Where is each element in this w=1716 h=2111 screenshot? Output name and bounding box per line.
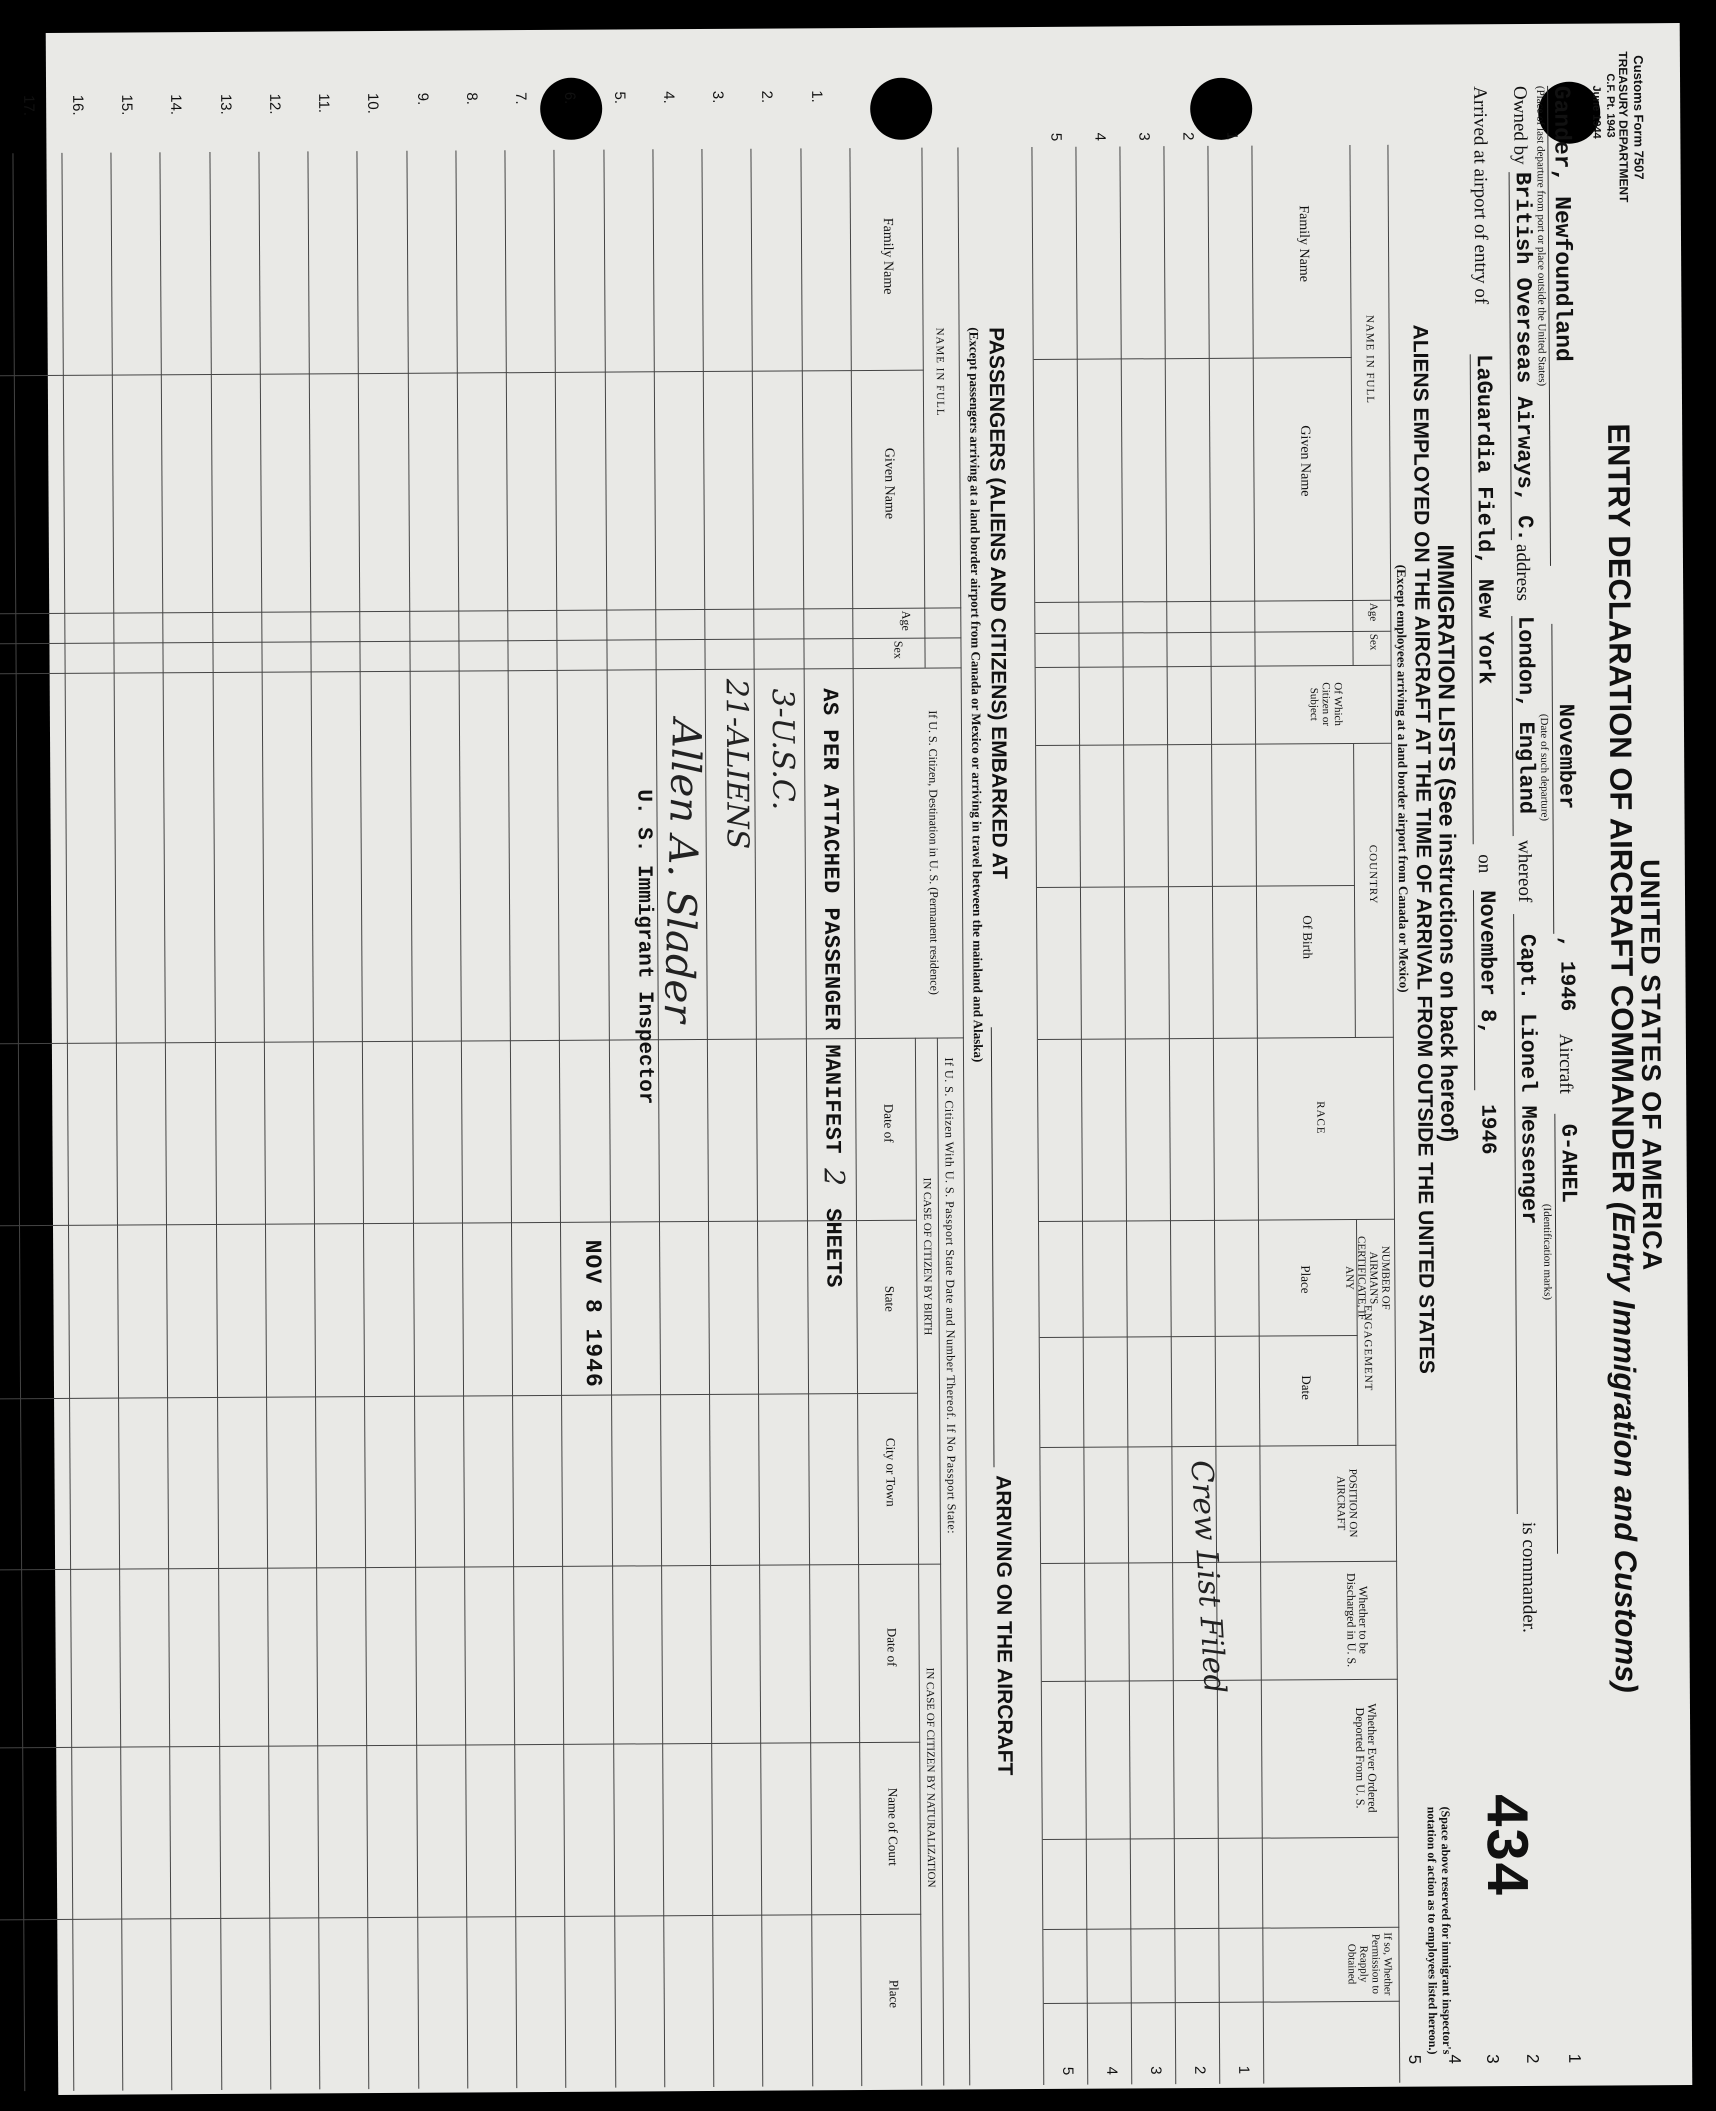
department: TREASURY DEPARTMENT (1615, 51, 1631, 203)
cfr: C.F. Pt. 1943 (1603, 73, 1617, 138)
s2-destination: If U. S. Citizen, Destination in U. S. (Permanent residence) (925, 710, 942, 995)
right-number-5: 5 (1405, 2054, 1425, 2065)
departure-year-value: 1946 (1554, 960, 1578, 1012)
s2-date-of-2: Date of (884, 1627, 900, 1667)
section2-heading-b: ARRIVING ON THE AIRCRAFT (991, 1475, 1017, 1776)
s1-row-num-left: 5 (1047, 132, 1065, 142)
s2-given-name: Given Name (881, 447, 897, 520)
punch-hole (1190, 78, 1252, 140)
departure-caption: (Place of last departure from port or place outside the United States) (1534, 85, 1548, 387)
s1-row-num-right: 5 (1059, 2066, 1077, 2076)
s1-race: RACE (1314, 1101, 1327, 1135)
departure-place-field: Gander, Newfoundland (1547, 86, 1577, 566)
right-number-2: 2 (1523, 2053, 1543, 2064)
departure-date-caption: (Date of such departure) (1537, 713, 1551, 822)
passenger-row-number: 7. (512, 92, 530, 105)
s2-sex: Sex (891, 640, 906, 659)
form-date: June 1944 (1590, 85, 1603, 139)
s2-court: Name of Court (885, 1787, 901, 1866)
airport-field: LaGuardia Field, New York (1470, 354, 1499, 844)
s1-airman-cert: NUMBER OF AIRMAN'S CERTIFICATE, IF ANY (1343, 1236, 1392, 1320)
passenger-row-line (751, 149, 764, 2087)
passenger-row-line (61, 153, 74, 2091)
manifest-sheet-count: 2 (817, 1168, 851, 1187)
s1-citizen-of: Of Which Citizen or Subject (1307, 682, 1344, 727)
is-commander-label: is commander. (1517, 1521, 1540, 1633)
s1-row-num-left: 2 (1179, 131, 1197, 141)
passenger-row-number: 4. (660, 91, 678, 104)
passenger-row-number: 11. (315, 93, 333, 114)
handwritten-us-citizens: 3-U.S.C. (764, 688, 801, 811)
form-title-main: ENTRY DECLARATION OF AIRCRAFT COMMANDER (1601, 423, 1641, 1194)
s1-of-birth: Of Birth (1300, 915, 1316, 960)
form-rotated-content (19, 23, 1693, 2095)
s1-given-name: Given Name (1297, 425, 1313, 497)
passenger-row-line (554, 150, 567, 2088)
passenger-row-line (652, 149, 665, 2087)
document-page (19, 23, 1693, 2095)
passenger-row-number: 9. (413, 92, 431, 106)
arrival-year: 1946 (1475, 1104, 1499, 1155)
section2-note: (Except passengers arriving at a land border airport from Canada or Mexico or arriving in travel between the mainland and Alaska) (966, 327, 987, 1063)
passenger-row-line (702, 149, 715, 2087)
s1-permission: If so, Whether Permission to Reapply Obtained (1345, 1932, 1394, 1996)
s2-age: Age (899, 610, 914, 631)
passenger-row-number: 1. (807, 90, 825, 103)
s1-position: POSITION ON AIRCRAFT (1334, 1468, 1359, 1538)
passenger-row-number: 16. (68, 94, 87, 116)
passenger-row-number: 12. (265, 93, 284, 115)
passenger-row-number: 3. (709, 90, 727, 104)
right-number-3: 3 (1483, 2054, 1503, 2064)
s1-place: Place (1298, 1265, 1314, 1294)
form-title (1600, 423, 1644, 1692)
s1-date: Date (1298, 1375, 1315, 1400)
s1-row-num-left: 4 (1091, 132, 1109, 141)
s1-discharged: Whether to be Discharged in U. S. (1344, 1572, 1371, 1668)
s1-row-num-right: 4 (1103, 2066, 1121, 2075)
s2-passport-note: If U. S. Citizen With U. S. Passport State Date and Number Thereof. If No Passport State: (941, 1057, 959, 1535)
passenger-row-line (111, 153, 124, 2091)
passenger-row-line (160, 152, 173, 2090)
s1-family-name: Family Name (1295, 205, 1312, 282)
passenger-row-number: 5. (610, 91, 628, 105)
typed-inspector-title: U. S. Immigrant Inspector (631, 789, 657, 1105)
passenger-row-line (357, 151, 370, 2089)
crew-list-filed-handwriting: Crew List Filed (1183, 1459, 1232, 1695)
right-number-4: 4 (1445, 2054, 1465, 2064)
aircraft-marks-field: G-AHEL (1554, 1114, 1583, 1554)
passenger-row-number: 10. (364, 92, 382, 114)
embarked-at-field (991, 1027, 995, 1467)
passenger-row-line (209, 152, 222, 2090)
punch-hole (870, 78, 932, 140)
s1-row-num-right: 1 (1235, 2065, 1253, 2075)
passenger-row-number: 14. (167, 94, 185, 116)
passenger-row-line (406, 151, 419, 2089)
passenger-row-line (12, 153, 25, 2091)
s2-name-in-full: NAME IN FULL (933, 327, 947, 417)
s2-place: Place (886, 1979, 902, 2009)
s2-nat-heading: IN CASE OF CITIZEN BY NATURALIZATION (923, 1667, 938, 1888)
s2-city: City or Town (883, 1437, 899, 1507)
reserved-note: (Space above reserved for immigrant inspector's notation of action as to employees listed hereon.) (1424, 1806, 1455, 2055)
document-number: 434 (1474, 1793, 1541, 1898)
s1-age: Age (1367, 602, 1380, 622)
s1-sex: Sex (1367, 633, 1380, 651)
section1-subheading: ALIENS EMPLOYED ON THE AIRCRAFT AT THE TIME OF ARRIVAL FROM OUTSIDE THE UNITED STATES (1408, 324, 1438, 1374)
punch-hole (540, 78, 602, 140)
passenger-row-number: 13. (216, 93, 234, 115)
passenger-row-line (505, 150, 518, 2088)
section2-heading-a: PASSENGERS (ALIENS AND CITIZENS) EMBARKED AT (984, 327, 1011, 880)
s2-birth-heading: IN CASE OF CITIZEN BY BIRTH (920, 1177, 934, 1336)
on-label: on (1473, 854, 1495, 874)
address-field: London, England (1511, 616, 1538, 836)
handwritten-aliens: 21-ALIENS (718, 678, 755, 850)
section1-note: (Except employees arriving at a land border airport from Canada or Mexico) (1393, 564, 1412, 993)
address-label: address (1511, 543, 1534, 602)
passenger-row-line (258, 152, 271, 2090)
passenger-row-line (603, 150, 616, 2088)
owned-by-label: Owned by (1509, 85, 1531, 165)
inspector-signature: Allen A. Slader (654, 718, 710, 1024)
s1-country: COUNTRY (1366, 844, 1380, 905)
passenger-row-line (308, 151, 321, 2089)
passenger-row-number: 2. (758, 90, 776, 104)
passenger-row-number: 15. (118, 94, 136, 116)
arrival-date-field: November 8, (1473, 890, 1500, 1090)
sheets-label: SHEETS (819, 1208, 846, 1288)
owner-field: British Overseas Airways, C. (1509, 171, 1537, 542)
s1-row-num-right: 3 (1147, 2066, 1165, 2075)
s1-name-in-full: NAME IN FULL (1363, 314, 1377, 404)
right-number-1: 1 (1565, 2053, 1585, 2064)
passenger-row-number: 8. (462, 92, 481, 105)
passenger-row-line (800, 148, 813, 2086)
s1-row-num-right: 2 (1191, 2065, 1209, 2075)
country-title: UNITED STATES OF AMERICA (1634, 859, 1668, 1272)
passenger-row-number: 17. (19, 95, 37, 117)
passenger-row-number: 6. (561, 91, 579, 105)
s2-family-name: Family Name (879, 217, 896, 295)
commander-field: Capt. Lionel Messenger (1513, 914, 1543, 1514)
form-title-suffix: (Entry Immigration and Customs) (1605, 1201, 1644, 1693)
departure-month-field: November (1551, 624, 1579, 934)
s2-date-of: Date of (881, 1103, 897, 1143)
s1-engagement: ENGAGEMENT (1361, 1304, 1375, 1392)
whereof-label: whereof (1513, 839, 1536, 903)
s1-row-num-left: 3 (1135, 132, 1153, 141)
section1-heading: IMMIGRATION LISTS (See instructions on back hereof) (1432, 544, 1463, 1143)
arrived-label: Arrived at airport of entry of (1469, 86, 1492, 305)
marks-caption: (Identification marks) (1540, 1203, 1554, 1301)
departure-year: , 1946 (1554, 935, 1578, 1012)
passenger-row-line (455, 151, 468, 2089)
s2-state: State (882, 1285, 898, 1312)
s1-row-num-left: 1 (1223, 131, 1241, 141)
form-id: Customs Form 7507 (1630, 55, 1647, 180)
date-stamp: NOV 8 1946 (579, 1239, 607, 1388)
typed-manifest-note: AS PER ATTACHED PASSENGER MANIFEST (816, 688, 845, 1155)
s1-deported: Whether Ever Ordered Deported From U. S. (1352, 1703, 1380, 1813)
aircraft-label: Aircraft (1554, 1033, 1577, 1094)
